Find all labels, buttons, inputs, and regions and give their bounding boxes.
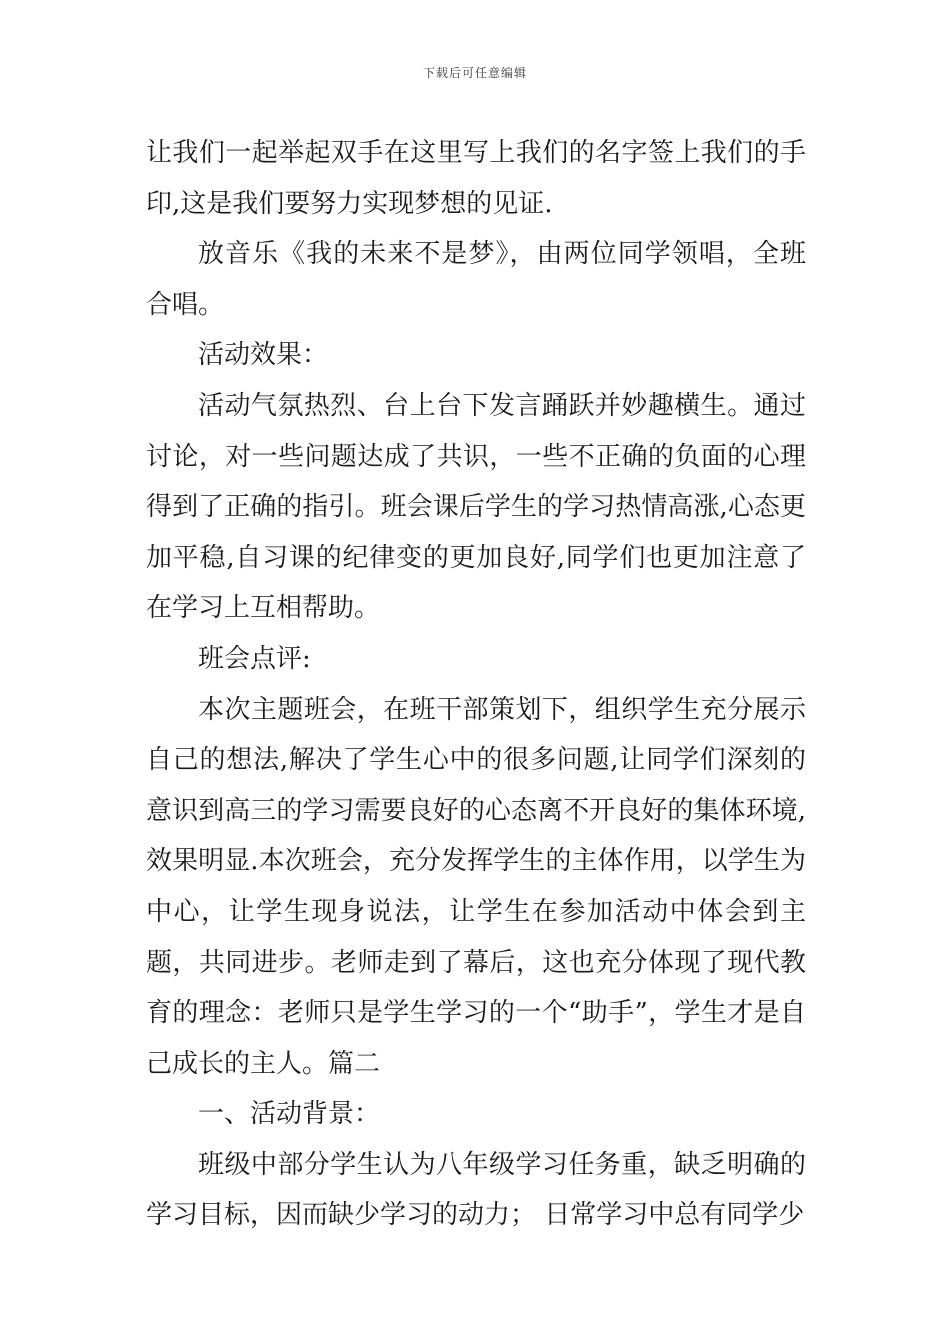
document-body [146, 128, 806, 1241]
paragraph-class-review: 本次主题班会，在班干部策划下，组织学生充分展示自己的想法,解决了学生心中的很多问题,让同学们深刻的意识到高三的学习需要良好的心态离不开良好的集体环境,效果明显.本次班会，充分发挥学生的主体作用，以学生为中心，让学生现身说法，让学生在参加活动中体会到主题，共同进步。老师走到了幕后，这也充分体现了现代教育的理念：老师只是学生学习的一个“助手”，学生才是自己成长的主人。篇二 [146, 694, 806, 1079]
paragraph-pledge: 让我们一起举起双手在这里写上我们的名字签上我们的手印,这是我们要努力实现梦想的见证. [146, 138, 806, 219]
paragraph-music: 放音乐《我的未来不是梦》，由两位同学领唱，全班合唱。 [146, 239, 806, 320]
paragraph-activity-effect: 活动气氛热烈、台上台下发言踊跃并妙趣横生。通过讨论，对一些问题达成了共识，一些不正确的负面的心理得到了正确的指引。班会课后学生的学习热情高涨,心态更加平稳,自习课的纪律变的更加良好,同学们也更加注意了在学习上互相帮助。 [146, 390, 806, 624]
heading-activity-background: 一、活动背景： [198, 1099, 381, 1130]
paragraph-activity-background: 班级中部分学生认为八年级学习任务重，缺乏明确的学习目标，因而缺少学习的动力； 日常学习中总有同学少 [146, 1149, 806, 1231]
heading-activity-effect: 活动效果： [198, 340, 329, 371]
page-header: 下载后可任意编辑 [422, 66, 527, 80]
heading-class-review: 班会点评: [198, 643, 311, 674]
